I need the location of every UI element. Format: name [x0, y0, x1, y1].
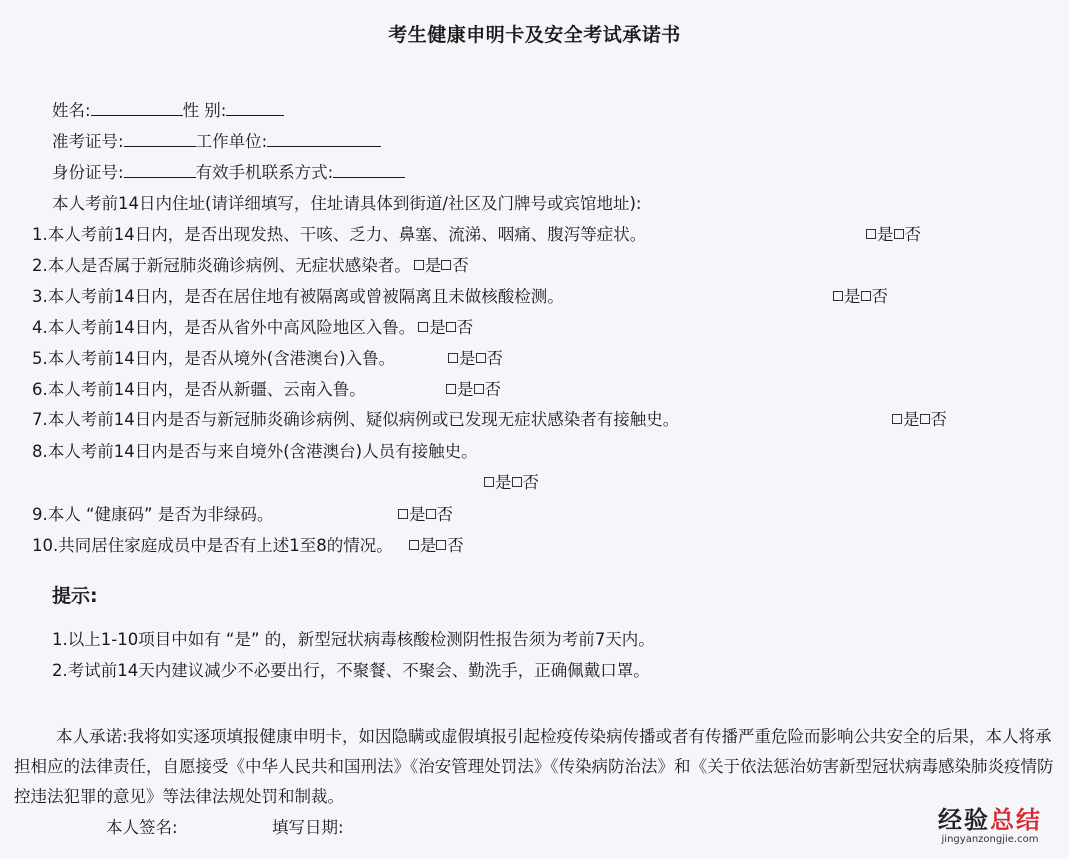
no-checkbox[interactable]	[446, 322, 456, 332]
question-4: 4.本人考前14日内，是否从省外中高风险地区入鲁。 是 否	[32, 318, 474, 337]
ticket-field[interactable]	[124, 131, 196, 147]
options-7: 是 否	[892, 409, 947, 431]
no-checkbox[interactable]	[512, 477, 522, 487]
question-7: 7.本人考前14日内是否与新冠肺炎确诊病例、疑似病例或已发现无症状感染者有接触史。	[32, 410, 680, 429]
question-6: 6.本人考前14日内，是否从新疆、云南入鲁。	[32, 380, 366, 399]
address-row	[52, 193, 642, 215]
no-checkbox[interactable]	[476, 353, 486, 363]
no-checkbox[interactable]	[894, 229, 904, 239]
no-checkbox[interactable]	[920, 414, 930, 424]
work-field[interactable]	[267, 131, 381, 147]
id-label: 身份证号:	[52, 163, 124, 182]
yes-checkbox[interactable]	[866, 229, 876, 239]
question-5: 5.本人考前14日内，是否从境外(含港澳台)入鲁。	[32, 349, 396, 368]
options-9: 是 否	[398, 504, 453, 526]
name-field[interactable]	[91, 100, 183, 116]
yes-checkbox[interactable]	[484, 477, 494, 487]
tips-title: 提示:	[52, 585, 98, 607]
address-label: 本人考前14日内住址(请详细填写，住址请具体到街道/社区及门牌号或宾馆地址):	[52, 194, 642, 213]
yes-checkbox[interactable]	[892, 414, 902, 424]
signature-label: 本人签名:	[106, 818, 178, 837]
options-3: 是 否	[833, 286, 888, 308]
date-label: 填写日期:	[272, 818, 344, 837]
gender-label: 性 别:	[182, 101, 227, 120]
phone-field[interactable]	[333, 162, 405, 178]
yes-checkbox[interactable]	[414, 260, 424, 270]
no-checkbox[interactable]	[436, 540, 446, 550]
work-label: 工作单位:	[195, 132, 268, 151]
pledge-paragraph: 本人承诺:我将如实逐项填报健康申明卡，如因隐瞒或虚假填报引起检疫传染病传播或者有传播严重危险而影响公共安全的后果，本人将承担相应的法律责任，自愿接受《中华人民共和国刑法》《治安管理处罚法》《传染病防治法》和《关于依法惩治妨害新型冠状病毒感染肺炎疫情防控违法犯罪的意见》等法律法规处罚和制裁。	[14, 727, 1054, 806]
ticket-label: 准考证号:	[52, 132, 124, 151]
watermark-logo: 经验总结 jingyanzongjie.com	[938, 806, 1042, 845]
question-10: 10.共同居住家庭成员中是否有上述1至8的情况。 是 否	[32, 536, 464, 555]
options-8: 是 否	[484, 472, 539, 494]
yes-checkbox[interactable]	[398, 509, 408, 519]
no-checkbox[interactable]	[426, 509, 436, 519]
yes-checkbox[interactable]	[448, 353, 458, 363]
tip-item-2: 2.考试前14天内建议减少不必要出行，不聚餐、不聚会、勤洗手，正确佩戴口罩。	[52, 661, 650, 680]
question-8: 8.本人考前14日内是否与来自境外(含港澳台)人员有接触史。	[32, 442, 478, 461]
id-phone-row	[52, 162, 405, 184]
options-1: 是 否	[866, 224, 921, 246]
name-label: 姓名:	[52, 101, 91, 120]
question-3: 3.本人考前14日内，是否在居住地有被隔离或曾被隔离且未做核酸检测。	[32, 287, 564, 306]
yes-checkbox[interactable]	[409, 540, 419, 550]
tip-item-1: 1.以上1-10项目中如有 “是” 的，新型冠状病毒核酸检测阴性报告须为考前7天内。	[52, 630, 655, 649]
id-field[interactable]	[124, 162, 196, 178]
question-9: 9.本人 “健康码” 是否为非绿码。	[32, 505, 274, 524]
no-checkbox[interactable]	[474, 384, 484, 394]
ticket-work-row	[52, 131, 381, 153]
no-checkbox[interactable]	[861, 291, 871, 301]
page-title: 考生健康申明卡及安全考试承诺书	[388, 24, 681, 46]
yes-checkbox[interactable]	[418, 322, 428, 332]
yes-checkbox[interactable]	[446, 384, 456, 394]
no-checkbox[interactable]	[441, 260, 451, 270]
name-gender-row	[52, 100, 284, 122]
question-1: 1.本人考前14日内，是否出现发热、干咳、乏力、鼻塞、流涕、咽痛、腹泻等症状。	[32, 225, 647, 244]
gender-field[interactable]	[226, 100, 284, 116]
phone-label: 有效手机联系方式:	[195, 163, 334, 182]
question-2: 2.本人是否属于新冠肺炎确诊病例、无症状感染者。 是 否	[32, 256, 469, 275]
yes-checkbox[interactable]	[833, 291, 843, 301]
options-5: 是 否	[448, 348, 503, 370]
options-6: 是 否	[446, 379, 501, 401]
